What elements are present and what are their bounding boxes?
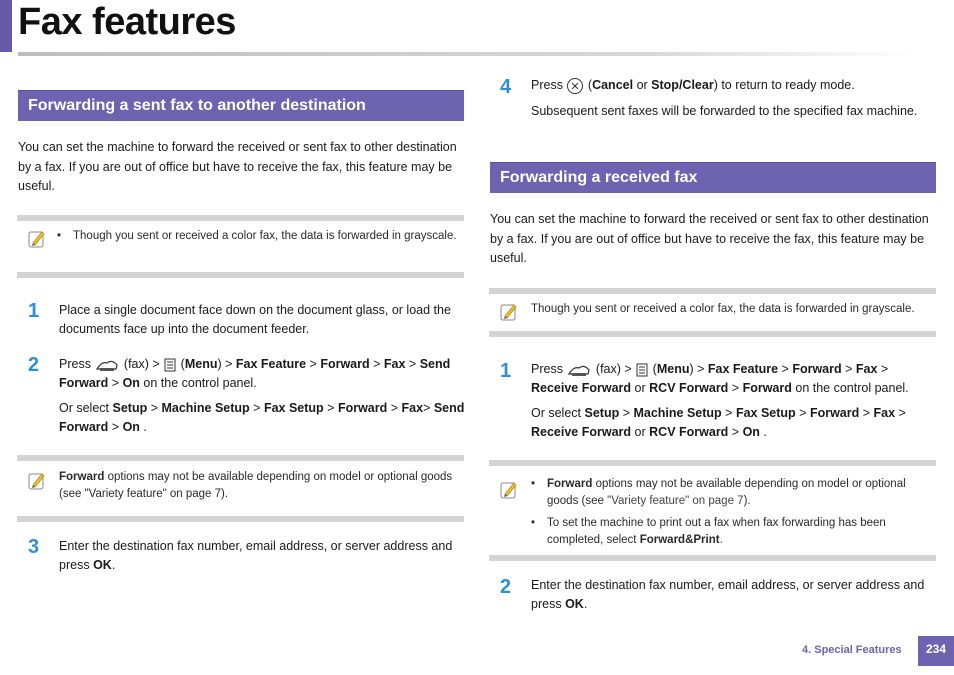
page-number: 234 (918, 636, 954, 666)
step-number: 2 (500, 576, 512, 598)
step-text: Enter the destination fax number, email address, or server address and press OK. (531, 578, 925, 611)
left-intro-paragraph: You can set the machine to forward the received or sent fax to other destination by a fax. If you are out of office but have to receive the fax, this feature may be useful. (18, 140, 457, 193)
step-number: 3 (28, 536, 40, 558)
note-text: To set the machine to print out a fax when fax forwarding has been completed, select Forward&Print. (547, 517, 886, 546)
note-bullet: • To set the machine to print out a fax when fax forwarding has been completed, select Forward&Print. (531, 515, 933, 548)
step-number: 1 (500, 360, 512, 382)
section-header-received-fax: Forwarding a received fax (490, 162, 936, 193)
note-text: Forward options may not be available depending on model or optional goods (see "Variety feature" on page 7). (59, 471, 453, 500)
section-header-sent-fax: Forwarding a sent fax to another destination (18, 90, 464, 121)
step-instruction: Press (Cancel or Stop/Clear) to return to ready mode. (531, 76, 936, 95)
note-box-options (489, 460, 936, 561)
note-box-options (17, 455, 464, 522)
menu-icon (163, 358, 177, 372)
step-text: Place a single document face down on the document glass, or load the documents face up into the document feeder. (59, 303, 451, 336)
fax-icon (566, 362, 592, 378)
menu-icon (635, 363, 649, 377)
note-pencil-icon (499, 480, 519, 500)
note-box-grayscale (489, 288, 936, 337)
step-number: 4 (500, 76, 512, 98)
step-alt-instruction: Or select Setup > Machine Setup > Fax Setup > Forward > Fax > Receive Forward or RCV Forward > On . (531, 406, 906, 439)
step-number: 2 (28, 354, 40, 376)
right-intro-paragraph: You can set the machine to forward the received or sent fax to other destination by a fax. If you are out of office but have to receive the fax, this feature may be useful. (490, 212, 929, 265)
page-title: Fax features (18, 1, 236, 43)
step-number: 1 (28, 300, 40, 322)
note-pencil-icon (27, 471, 47, 491)
step-instruction: Press (fax) > (Menu) > Fax Feature > Forward > Fax > Send Forward > On on the control panel. (59, 357, 451, 390)
title-accent-bar (0, 0, 12, 52)
step-alt-instruction: Or select Setup > Machine Setup > Fax Setup > Forward > Fax> Send Forward > On . (59, 401, 465, 434)
title-rule (18, 52, 918, 56)
note-bullet: • Though you sent or received a color fax, the data is forwarded in grayscale. (57, 228, 457, 245)
footer-chapter-label: 4. Special Features (802, 644, 902, 656)
variety-feature-link[interactable]: "Variety feature" on page 7 (607, 494, 744, 507)
note-text: Though you sent or received a color fax, the data is forwarded in grayscale. (531, 303, 915, 315)
note-box-grayscale (17, 215, 464, 278)
note-pencil-icon (499, 302, 519, 322)
fax-icon (94, 357, 120, 373)
note-text: Though you sent or received a color fax, the data is forwarded in grayscale. (73, 230, 457, 242)
cancel-icon (566, 77, 584, 95)
note-bullet: • Forward options may not be available depending on model or optional goods (see "Variety feature" on page 7). (531, 476, 933, 509)
note-text: Forward options may not be available depending on model or optional goods (see "Variety feature" on page 7). (547, 478, 906, 507)
step-subtext: Subsequent sent faxes will be forwarded to the specified fax machine. (531, 104, 918, 118)
note-pencil-icon (27, 229, 47, 249)
step-instruction: Press (fax) > (Menu) > Fax Feature > Forward > Fax > Receive Forward or RCV Forward > Forward on the control panel. (531, 362, 909, 395)
step-text: Enter the destination fax number, email address, or server address and press OK. (59, 539, 453, 572)
